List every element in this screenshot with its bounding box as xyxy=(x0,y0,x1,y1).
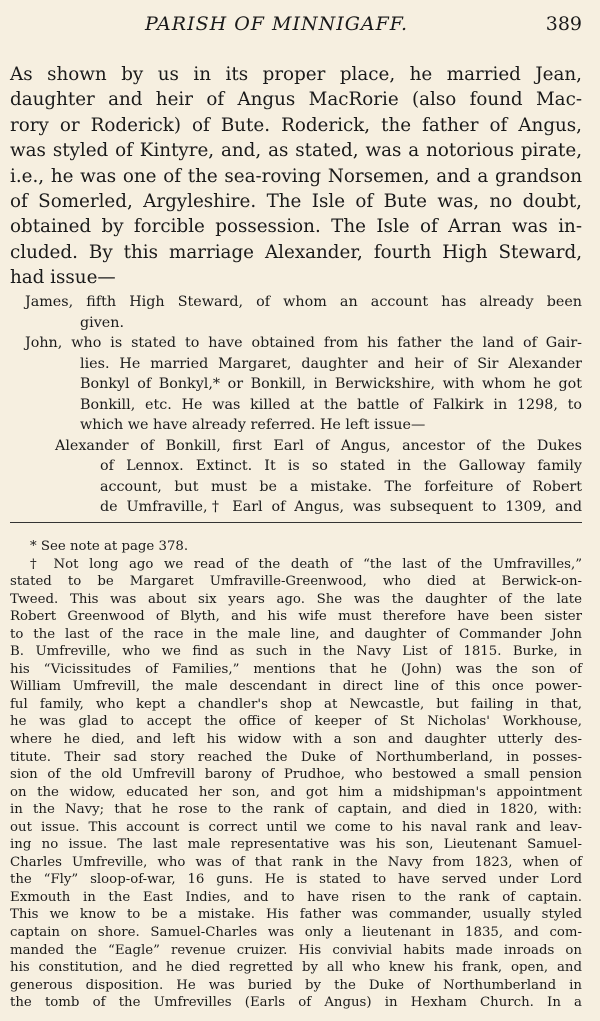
footnotes xyxy=(10,538,582,1012)
footnote-line: manded the “Eagle” revenue cruizer. His convivial habits made inroads on xyxy=(10,942,582,958)
footnote-line: sion of the old Umfrevill barony of Prudhoe, who bestowed a small pension xyxy=(10,767,582,783)
footnote-line: on the widow, educated her son, and got him a midshipman's appointment xyxy=(10,784,582,800)
footnote-line: ing no issue. The last male representative was his son, Lieutenant Samuel- xyxy=(10,837,582,853)
footnote-line: B. Umfreville, who we find as such in the Navy List of 1815. Burke, in xyxy=(10,644,582,660)
footnote-line: generous disposition. He was buried by the Duke of Northumberland in xyxy=(10,977,582,993)
list-line: Bonkill, etc. He was killed at the battle of Falkirk in 1298, to xyxy=(80,396,582,413)
list-line: Alexander of Bonkill, first Earl of Angus, ancestor of the Dukes xyxy=(55,437,582,454)
footnote-line: * See note at page 378. xyxy=(30,539,189,554)
footnote-line: he was glad to accept the office of keeper of St Nicholas' Workhouse, xyxy=(10,714,582,730)
footnote-line: captain on shore. Samuel-Charles was only a lieutenant in 1835, and com- xyxy=(10,925,582,941)
footnote-line: William Umfrevill, the male descendant in direct line of this once power- xyxy=(10,679,582,695)
main-line: obtained by forcible possession. The Isle of Arran was in- xyxy=(10,216,582,238)
book-page xyxy=(10,0,582,1021)
main-line: i.e., he was one of the sea-roving Norsemen, and a grandson xyxy=(10,165,582,187)
footnote-line: Robert Greenwood of Blyth, and his wife must therefore have been sister xyxy=(10,609,582,625)
list-line: John, who is stated to have obtained from his father the land of Gair- xyxy=(25,335,582,351)
footnote-line: Exmouth in the East Indies, and to have risen to the rank of captain. xyxy=(10,889,582,905)
main-line: was styled of Kintyre, and, as stated, was a notorious pirate, xyxy=(10,140,582,162)
list-line: which we have already referred. He left issue— xyxy=(80,417,426,433)
footnote-line: Tweed. This was about six years ago. She was the daughter of the late xyxy=(10,591,582,607)
main-line: As shown by us in its proper place, he married Jean, xyxy=(10,64,582,85)
list-line: of Lennox. Extinct. It is so stated in the Galloway family xyxy=(100,458,582,474)
footnote-line: This we know to be a mistake. His father was commander, usually styled xyxy=(10,907,582,923)
footnote-line: ful family, who kept a chandler's shop at Newcastle, but failing in that, xyxy=(10,696,582,712)
main-line: rory or Roderick) of Bute. Roderick, the father of Angus, xyxy=(10,114,582,136)
footnote-line: his “Vicissitudes of Families,” mentions that he (John) was the son of xyxy=(10,661,582,677)
running-title: PARISH OF MINNIGAFF. xyxy=(145,13,409,35)
list-line: account, but must be a mistake. The forfeiture of Robert xyxy=(100,478,582,495)
footnote-line: † Not long ago we read of the death of “the last of the Umfravilles,” xyxy=(30,556,582,572)
main-paragraph xyxy=(10,62,582,291)
main-line: of Somerled, Argyleshire. The Isle of Bute was, no doubt, xyxy=(10,191,582,213)
main-line: had issue— xyxy=(10,267,116,289)
footnote-line: Charles Umfreville, who was of that rank in the Navy from 1823, when of xyxy=(10,854,582,870)
list-line: lies. He married Margaret, daughter and heir of Sir Alexander xyxy=(80,355,582,372)
list-line: James, fifth High Steward, of whom an account has already been xyxy=(25,294,582,310)
footnote-line: where he died, and left his widow with a son and daughter utterly des- xyxy=(10,732,582,748)
main-line: daughter and heir of Angus MacRorie (also found Mac- xyxy=(10,89,582,111)
footnote-line: stated to be Margaret Umfraville-Greenwood, who died at Berwick-on- xyxy=(10,574,582,590)
footnote-line: in the Navy; that he rose to the rank of captain, and died in 1820, with: xyxy=(10,802,582,818)
footnote-line: the tomb of the Umfrevilles (Earls of Angus) in Hexham Church. In a xyxy=(10,995,582,1011)
footnote-divider xyxy=(10,522,582,523)
page-number: 389 xyxy=(545,13,582,35)
list-line: given. xyxy=(80,314,125,331)
list-line: de Umfraville,† Earl of Angus, was subsequent to 1309, and xyxy=(100,499,582,515)
footnote-line: the “Fly” sloop-of-war, 16 guns. He is stated to have served under Lord xyxy=(10,872,582,888)
list-line: Bonkyl of Bonkyl,* or Bonkill, in Berwickshire, with whom he got xyxy=(80,376,582,392)
issue-list xyxy=(10,292,582,518)
footnote-line: out issue. This account is correct until we come to his naval rank and leav- xyxy=(10,819,582,835)
main-line: cluded. By this marriage Alexander, fourth High Steward, xyxy=(10,241,582,263)
footnote-line: his constitution, and he died regretted by all who knew his frank, open, and xyxy=(10,960,582,976)
footnote-line: titute. Their sad story reached the Duke of Northumberland, in posses- xyxy=(10,749,582,765)
footnote-line: to the last of the race in the male line, and daughter of Commander John xyxy=(10,626,582,642)
page-header xyxy=(10,13,582,41)
